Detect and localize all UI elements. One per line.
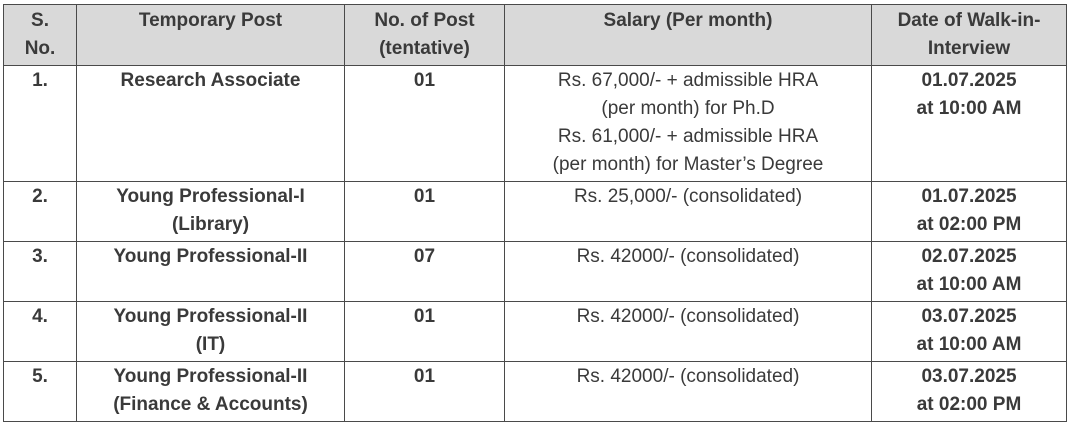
- cell-date-line: at 02:00 PM: [916, 394, 1022, 415]
- header-post-line: Temporary Post: [138, 10, 283, 31]
- cell-post-line: (IT): [195, 334, 226, 355]
- cell-date-line: at 10:00 AM: [916, 274, 1022, 295]
- cell-post-line: Young Professional-II: [113, 366, 308, 387]
- header-date: [872, 5, 1067, 66]
- cell-post-line: Young Professional-II: [113, 306, 308, 327]
- cell-salary-line: Rs. 25,000/- (consolidated): [573, 186, 803, 207]
- cell-salary-line: (per month) for Master’s Degree: [552, 154, 824, 175]
- header-sno-line: No.: [24, 38, 56, 59]
- table-row: [4, 66, 1067, 182]
- cell-date-line: 02.07.2025: [921, 246, 1017, 267]
- cell-count: 01: [345, 302, 505, 362]
- cell-salary-line: Rs. 42000/- (consolidated): [576, 306, 800, 327]
- cell-count: 01: [345, 66, 505, 182]
- cell-salary: [505, 362, 872, 422]
- cell-post: [77, 66, 345, 182]
- header-count-line: (tentative): [379, 38, 470, 59]
- cell-date-line: 03.07.2025: [921, 306, 1017, 327]
- cell-sno: 5.: [4, 362, 77, 422]
- cell-date-line: at 10:00 AM: [916, 334, 1022, 355]
- cell-post: [77, 182, 345, 242]
- cell-salary: [505, 302, 872, 362]
- cell-post-line: Research Associate: [120, 70, 301, 91]
- header-count-line: No. of Post: [374, 10, 475, 31]
- cell-count: 07: [345, 242, 505, 302]
- table-row: [4, 302, 1067, 362]
- cell-post-line: Young Professional-I: [116, 186, 305, 207]
- cell-date-line: 03.07.2025: [921, 366, 1017, 387]
- header-salary-line: Salary (Per month): [603, 10, 773, 31]
- cell-date: [872, 302, 1067, 362]
- header-salary: [505, 5, 872, 66]
- posts-table: [3, 4, 1067, 422]
- cell-salary: [505, 242, 872, 302]
- table-header: [4, 5, 1067, 66]
- cell-date-line: at 02:00 PM: [916, 214, 1022, 235]
- cell-date: [872, 242, 1067, 302]
- cell-sno: 2.: [4, 182, 77, 242]
- cell-sno: 3.: [4, 242, 77, 302]
- cell-date: [872, 362, 1067, 422]
- cell-date: [872, 182, 1067, 242]
- cell-salary: [505, 182, 872, 242]
- cell-salary-line: Rs. 61,000/- + admissible HRA: [557, 126, 819, 147]
- cell-date-line: at 10:00 AM: [916, 98, 1022, 119]
- header-date-line: Interview: [927, 38, 1011, 59]
- cell-sno: 4.: [4, 302, 77, 362]
- table-row: [4, 362, 1067, 422]
- cell-post: [77, 302, 345, 362]
- header-sno-line: S.: [31, 10, 49, 31]
- cell-salary-line: Rs. 67,000/- + admissible HRA: [557, 70, 819, 91]
- cell-salary-line: (per month) for Ph.D: [601, 98, 775, 119]
- cell-post-line: (Library): [171, 214, 250, 235]
- table-row: [4, 242, 1067, 302]
- header-count: [345, 5, 505, 66]
- cell-date-line: 01.07.2025: [921, 186, 1017, 207]
- cell-post-line: Young Professional-II: [113, 246, 308, 267]
- cell-post: [77, 362, 345, 422]
- cell-sno: 1.: [4, 66, 77, 182]
- cell-post-line: (Finance & Accounts): [113, 394, 308, 415]
- header-post: [77, 5, 345, 66]
- cell-post: [77, 242, 345, 302]
- header-date-line: Date of Walk-in-: [897, 10, 1041, 31]
- table-row: [4, 182, 1067, 242]
- cell-date-line: 01.07.2025: [921, 70, 1017, 91]
- cell-date: [872, 66, 1067, 182]
- cell-salary: [505, 66, 872, 182]
- cell-count: 01: [345, 362, 505, 422]
- cell-count: 01: [345, 182, 505, 242]
- header-sno: [4, 5, 77, 66]
- cell-salary-line: Rs. 42000/- (consolidated): [576, 246, 800, 267]
- header-row: [4, 5, 1067, 66]
- table-body: [4, 66, 1067, 422]
- cell-salary-line: Rs. 42000/- (consolidated): [576, 366, 800, 387]
